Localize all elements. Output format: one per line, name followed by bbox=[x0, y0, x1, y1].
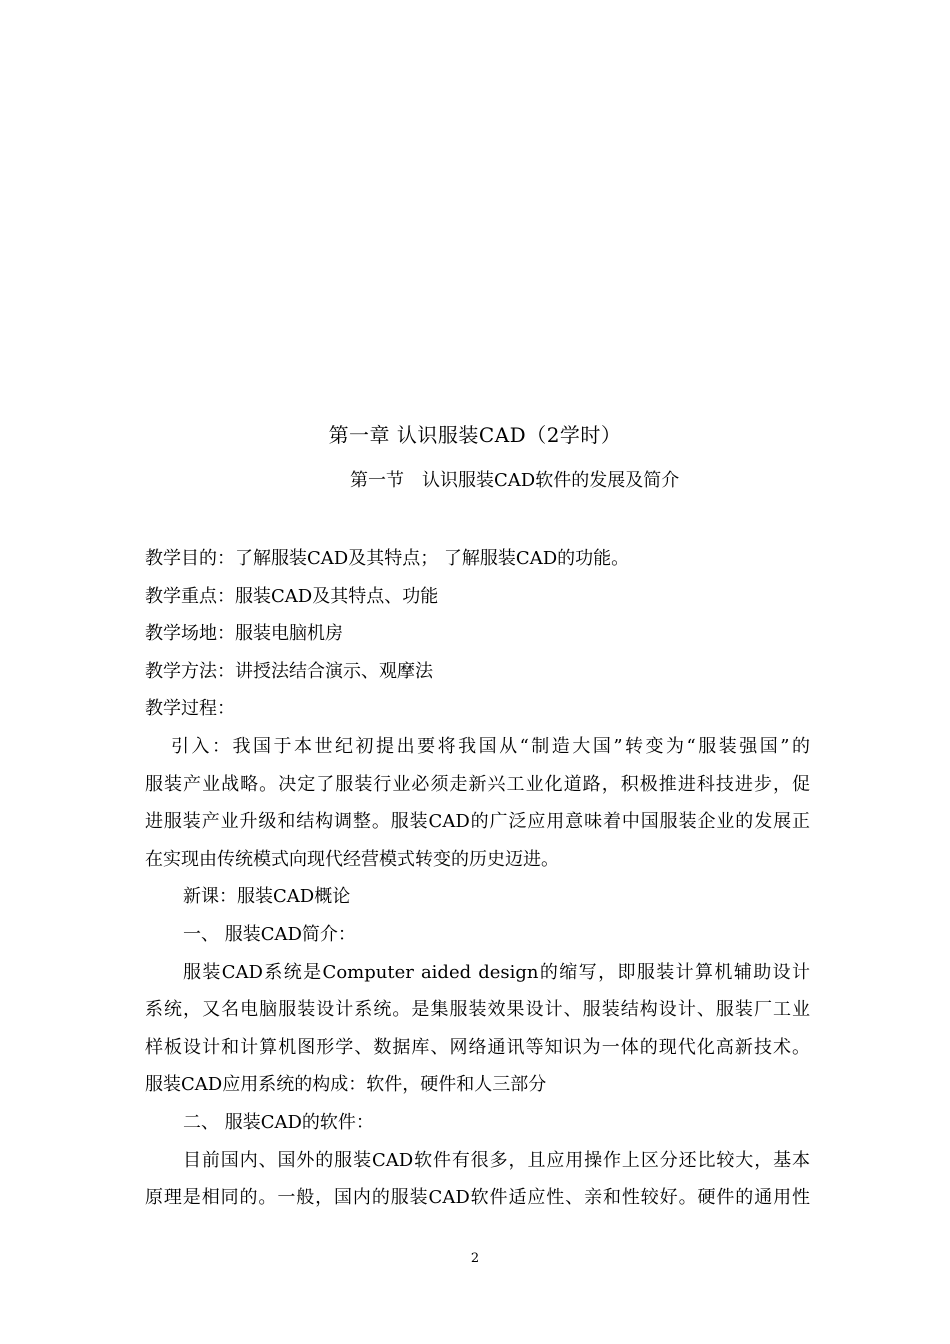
subsection-heading-two: 二、 服装CAD的软件： bbox=[183, 1111, 374, 1133]
software-paragraph-line: 目前国内、国外的服装CAD软件有很多，且应用操作上区分还比较大，基本 bbox=[183, 1149, 810, 1171]
chapter-title: 第一章 认识服装CAD（2学时） bbox=[328, 423, 622, 447]
intro-paragraph-line: 服装产业战略。决定了服装行业必须走新兴工业化道路，积极推进科技进步，促 bbox=[145, 773, 810, 795]
intro-paragraph-line: 引入：我国于本世纪初提出要将我国从“制造大国”转变为“服装强国”的 bbox=[171, 735, 810, 757]
section-heading: 认识服装CAD软件的发展及简介 bbox=[422, 470, 680, 491]
new-lesson-heading: 新课：服装CAD概论 bbox=[183, 886, 351, 908]
intro-paragraph-line: 进服装产业升级和结构调整。服装CAD的广泛应用意味着中国服装企业的发展正 bbox=[145, 811, 810, 833]
teaching-venue-line: 教学场地：服装电脑机房 bbox=[145, 623, 343, 645]
intro-paragraph-line: 在实现由传统模式向现代经营模式转变的历史迈进。 bbox=[145, 848, 559, 870]
cad-intro-paragraph-line: 服装CAD应用系统的构成：软件，硬件和人三部分 bbox=[145, 1074, 547, 1096]
cad-intro-paragraph-line: 系统，又名电脑服装设计系统。是集服装效果设计、服装结构设计、服装厂工业 bbox=[145, 999, 810, 1021]
cad-intro-paragraph-line: 服装CAD系统是Computer aided design的缩写，即服装计算机辅助设计 bbox=[183, 961, 810, 983]
section-title bbox=[350, 468, 810, 494]
subsection-heading-one: 一、 服装CAD简介： bbox=[183, 923, 356, 945]
section-number: 第一节 bbox=[350, 470, 404, 491]
page-number: 2 bbox=[470, 1251, 480, 1266]
teaching-goal-line: 教学目的：了解服装CAD及其特点； 了解服装CAD的功能。 bbox=[145, 548, 630, 569]
teaching-focus-line: 教学重点：服装CAD及其特点、功能 bbox=[145, 585, 439, 607]
cad-intro-paragraph-line: 样板设计和计算机图形学、数据库、网络通讯等知识为一体的现代化高新技术。 bbox=[145, 1036, 810, 1058]
body-text bbox=[145, 540, 810, 1217]
teaching-process-line: 教学过程： bbox=[145, 698, 235, 720]
teaching-method-line: 教学方法：讲授法结合演示、观摩法 bbox=[145, 660, 433, 682]
software-paragraph-line: 原理是相同的。一般，国内的服装CAD软件适应性、亲和性较好。硬件的通用性 bbox=[145, 1187, 810, 1209]
